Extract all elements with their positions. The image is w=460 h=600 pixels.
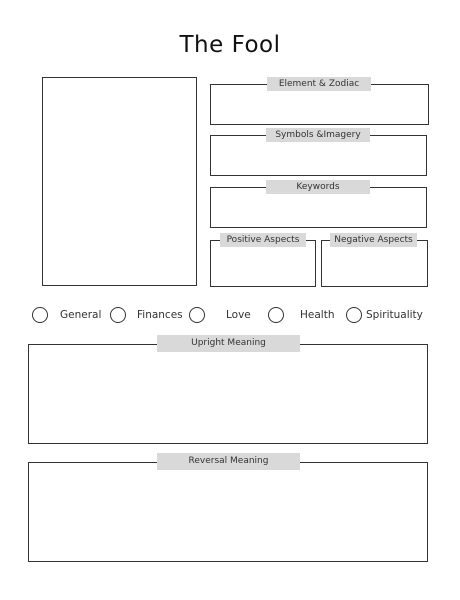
reversal-meaning-box[interactable] — [28, 462, 428, 562]
negative-aspects-box[interactable] — [321, 240, 428, 287]
positive-aspects-box[interactable] — [210, 240, 316, 287]
negative-aspects-label: Negative Aspects — [330, 233, 417, 247]
page-title: The Fool — [179, 32, 281, 58]
symbols-imagery-label: Symbols &Imagery — [266, 128, 370, 142]
element-zodiac-label: Element & Zodiac — [267, 77, 371, 91]
positive-aspects-label: Positive Aspects — [220, 233, 306, 247]
upright-meaning-box[interactable] — [28, 344, 428, 444]
radio-general[interactable] — [32, 307, 48, 323]
reversal-meaning-label: Reversal Meaning — [157, 453, 300, 470]
radio-label-finances: Finances — [137, 309, 183, 321]
radio-label-health: Health — [300, 309, 335, 321]
radio-spirituality[interactable] — [346, 307, 362, 323]
radio-finances[interactable] — [110, 307, 126, 323]
radio-label-love: Love — [226, 309, 251, 321]
card-image-box[interactable] — [42, 77, 197, 286]
radio-health[interactable] — [268, 307, 284, 323]
radio-label-spirituality: Spirituality — [366, 309, 423, 321]
radio-love[interactable] — [189, 307, 205, 323]
upright-meaning-label: Upright Meaning — [157, 335, 300, 352]
keywords-label: Keywords — [266, 180, 370, 194]
radio-label-general: General — [60, 309, 102, 321]
